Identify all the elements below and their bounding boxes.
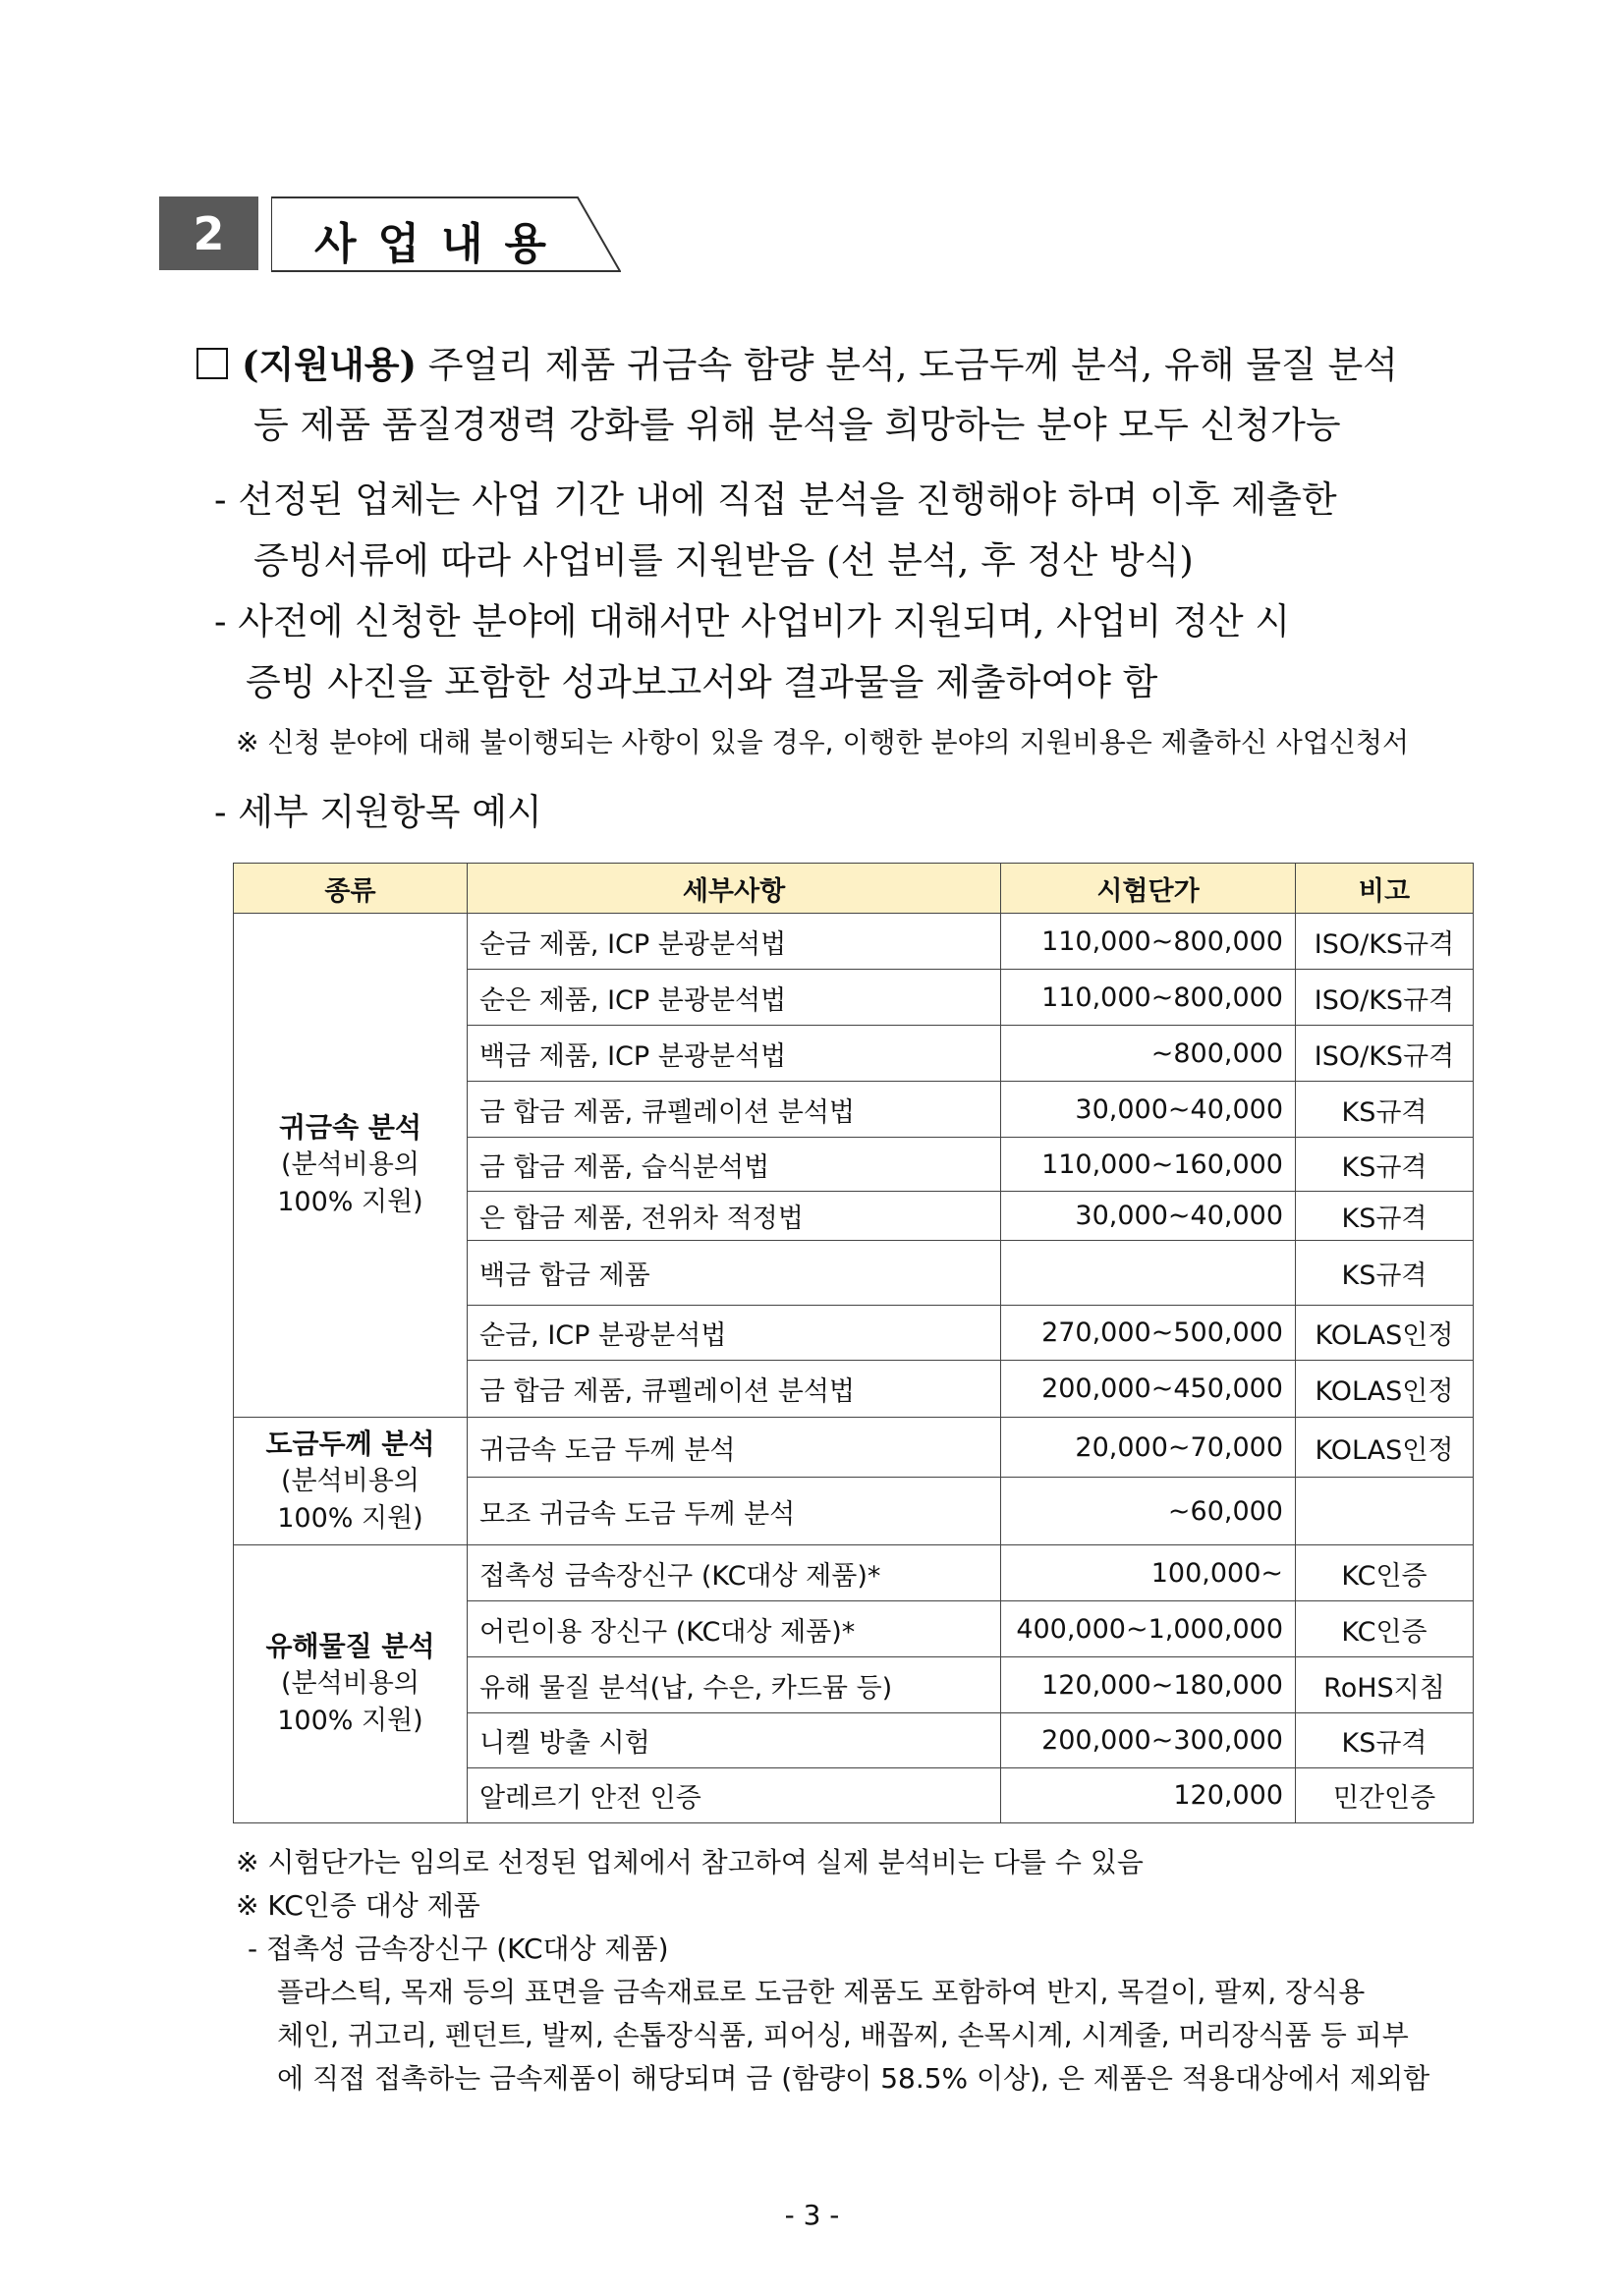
cell-price: 200,000~300,000 [1001,1713,1296,1768]
cell-price: ~60,000 [1001,1478,1296,1545]
cell-detail: 유해 물질 분석(납, 수은, 카드뮴 등) [468,1657,1001,1713]
cell-price: 200,000~450,000 [1001,1361,1296,1418]
footnote-kc-desc-1: 플라스틱, 목재 등의 표면을 금속재료로 도금한 제품도 포함하여 반지, 목걸이, 팔찌, 장식용 [277,1976,1366,2008]
footnote-kc-title: ※ KC인증 대상 제품 [236,1889,480,1922]
cell-note: KOLAS인정 [1296,1361,1474,1418]
footnote-kc-desc-2: 체인, 귀고리, 펜던트, 발찌, 손톱장식품, 피어싱, 배꼽찌, 손목시계, 시계줄, 머리장식품 등 피부 [277,2019,1409,2051]
cell-note: 민간인증 [1296,1768,1474,1823]
cell-price: 110,000~160,000 [1001,1138,1296,1192]
support-paragraph [196,334,1398,396]
table-header-row [234,864,1474,914]
cell-note: KC인증 [1296,1545,1474,1601]
note-apply: ※ 신청 분야에 대해 불이행되는 사항이 있을 경우, 이행한 분야의 지원비용은 제출하신 사업신청서 [236,726,1410,758]
cell-price: ~800,000 [1001,1026,1296,1082]
cell-note: ISO/KS규격 [1296,1026,1474,1082]
support-line1: 주얼리 제품 귀금속 함량 분석, 도금두께 분석, 유해 물질 분석 [416,344,1398,386]
header-detail: 세부사항 [468,864,1001,914]
cell-note: KC인증 [1296,1601,1474,1657]
cell-detail: 순은 제품, ICP 분광분석법 [468,970,1001,1026]
section-title-box [271,196,621,271]
cell-price: 120,000~180,000 [1001,1657,1296,1713]
dash-item-2-line2: 증빙 사진을 포함한 성과보고서와 결과물을 제출하여야 함 [246,661,1158,703]
cell-note: KS규격 [1296,1082,1474,1138]
cell-detail: 은 합금 제품, 전위차 적정법 [468,1192,1001,1241]
table-row [234,1418,1474,1478]
checkbox-bullet-icon [196,348,228,379]
cell-price: 400,000~1,000,000 [1001,1601,1296,1657]
cell-note: KS규격 [1296,1713,1474,1768]
section-title: 사업내용 [314,219,569,269]
cell-detail: 금 합금 제품, 습식분석법 [468,1138,1001,1192]
category-hazardous-substance: 유해물질 분석 (분석비용의 100% 지원) [234,1545,468,1823]
cell-detail: 순금 제품, ICP 분광분석법 [468,914,1001,970]
cell-price: 110,000~800,000 [1001,970,1296,1026]
cell-price: 100,000~ [1001,1545,1296,1601]
cell-note: ISO/KS규격 [1296,970,1474,1026]
cell-note: RoHS지침 [1296,1657,1474,1713]
cell-price [1001,1241,1296,1306]
cell-note: KOLAS인정 [1296,1306,1474,1361]
footnote-kc-sub: - 접촉성 금속장신구 (KC대상 제품) [248,1932,669,1965]
header-note: 비고 [1296,864,1474,914]
cell-detail: 알레르기 안전 인증 [468,1768,1001,1823]
cell-price: 30,000~40,000 [1001,1082,1296,1138]
section-number: 2 [159,196,258,270]
cell-detail: 순금, ICP 분광분석법 [468,1306,1001,1361]
cell-price: 20,000~70,000 [1001,1418,1296,1478]
dash-item-1-line2: 증빙서류에 따라 사업비를 지원받음 (선 분석, 후 정산 방식) [253,539,1194,582]
cell-detail: 접촉성 금속장신구 (KC대상 제품)* [468,1545,1001,1601]
header-type: 종류 [234,864,468,914]
cell-note: ISO/KS규격 [1296,914,1474,970]
cell-detail: 귀금속 도금 두께 분석 [468,1418,1001,1478]
cell-note: KS규격 [1296,1138,1474,1192]
cell-detail: 금 합금 제품, 큐펠레이션 분석법 [468,1082,1001,1138]
footnote-price: ※ 시험단가는 임의로 선정된 업체에서 참고하여 실제 분석비는 다를 수 있음 [236,1846,1144,1878]
category-plating-thickness: 도금두께 분석 (분석비용의 100% 지원) [234,1418,468,1545]
cell-note: KS규격 [1296,1241,1474,1306]
header-price: 시험단가 [1001,864,1296,914]
cell-note: KOLAS인정 [1296,1418,1474,1478]
cell-price: 30,000~40,000 [1001,1192,1296,1241]
cell-detail: 백금 합금 제품 [468,1241,1001,1306]
cell-detail: 백금 제품, ICP 분광분석법 [468,1026,1001,1082]
footnote-kc-desc-3: 에 직접 접촉하는 금속제품이 해당되며 금 (함량이 58.5% 이상), 은 제품은 적용대상에서 제외함 [277,2062,1430,2095]
cell-detail: 어린이용 장신구 (KC대상 제품)* [468,1601,1001,1657]
cell-note [1296,1478,1474,1545]
cell-price: 110,000~800,000 [1001,914,1296,970]
support-line2: 등 제품 품질경쟁력 강화를 위해 분석을 희망하는 분야 모두 신청가능 [253,404,1341,446]
support-items-table [233,863,1474,1823]
cell-price: 120,000 [1001,1768,1296,1823]
category-precious-metal: 귀금속 분석 (분석비용의 100% 지원) [234,914,468,1418]
table-row [234,1545,1474,1601]
cell-detail: 금 합금 제품, 큐펠레이션 분석법 [468,1361,1001,1418]
cell-price: 270,000~500,000 [1001,1306,1296,1361]
cell-detail: 모조 귀금속 도금 두께 분석 [468,1478,1001,1545]
table-row [234,914,1474,970]
detail-heading: - 세부 지원항목 예시 [214,791,542,833]
dash-item-1-line1: - 선정된 업체는 사업 기간 내에 직접 분석을 진행해야 하며 이후 제출한 [214,478,1337,521]
support-label: (지원내용) [242,343,417,386]
cell-note: KS규격 [1296,1192,1474,1241]
dash-item-2-line1: - 사전에 신청한 분야에 대해서만 사업비가 지원되며, 사업비 정산 시 [214,600,1291,643]
page-number: - 3 - [784,2199,840,2231]
cell-detail: 니켈 방출 시험 [468,1713,1001,1768]
